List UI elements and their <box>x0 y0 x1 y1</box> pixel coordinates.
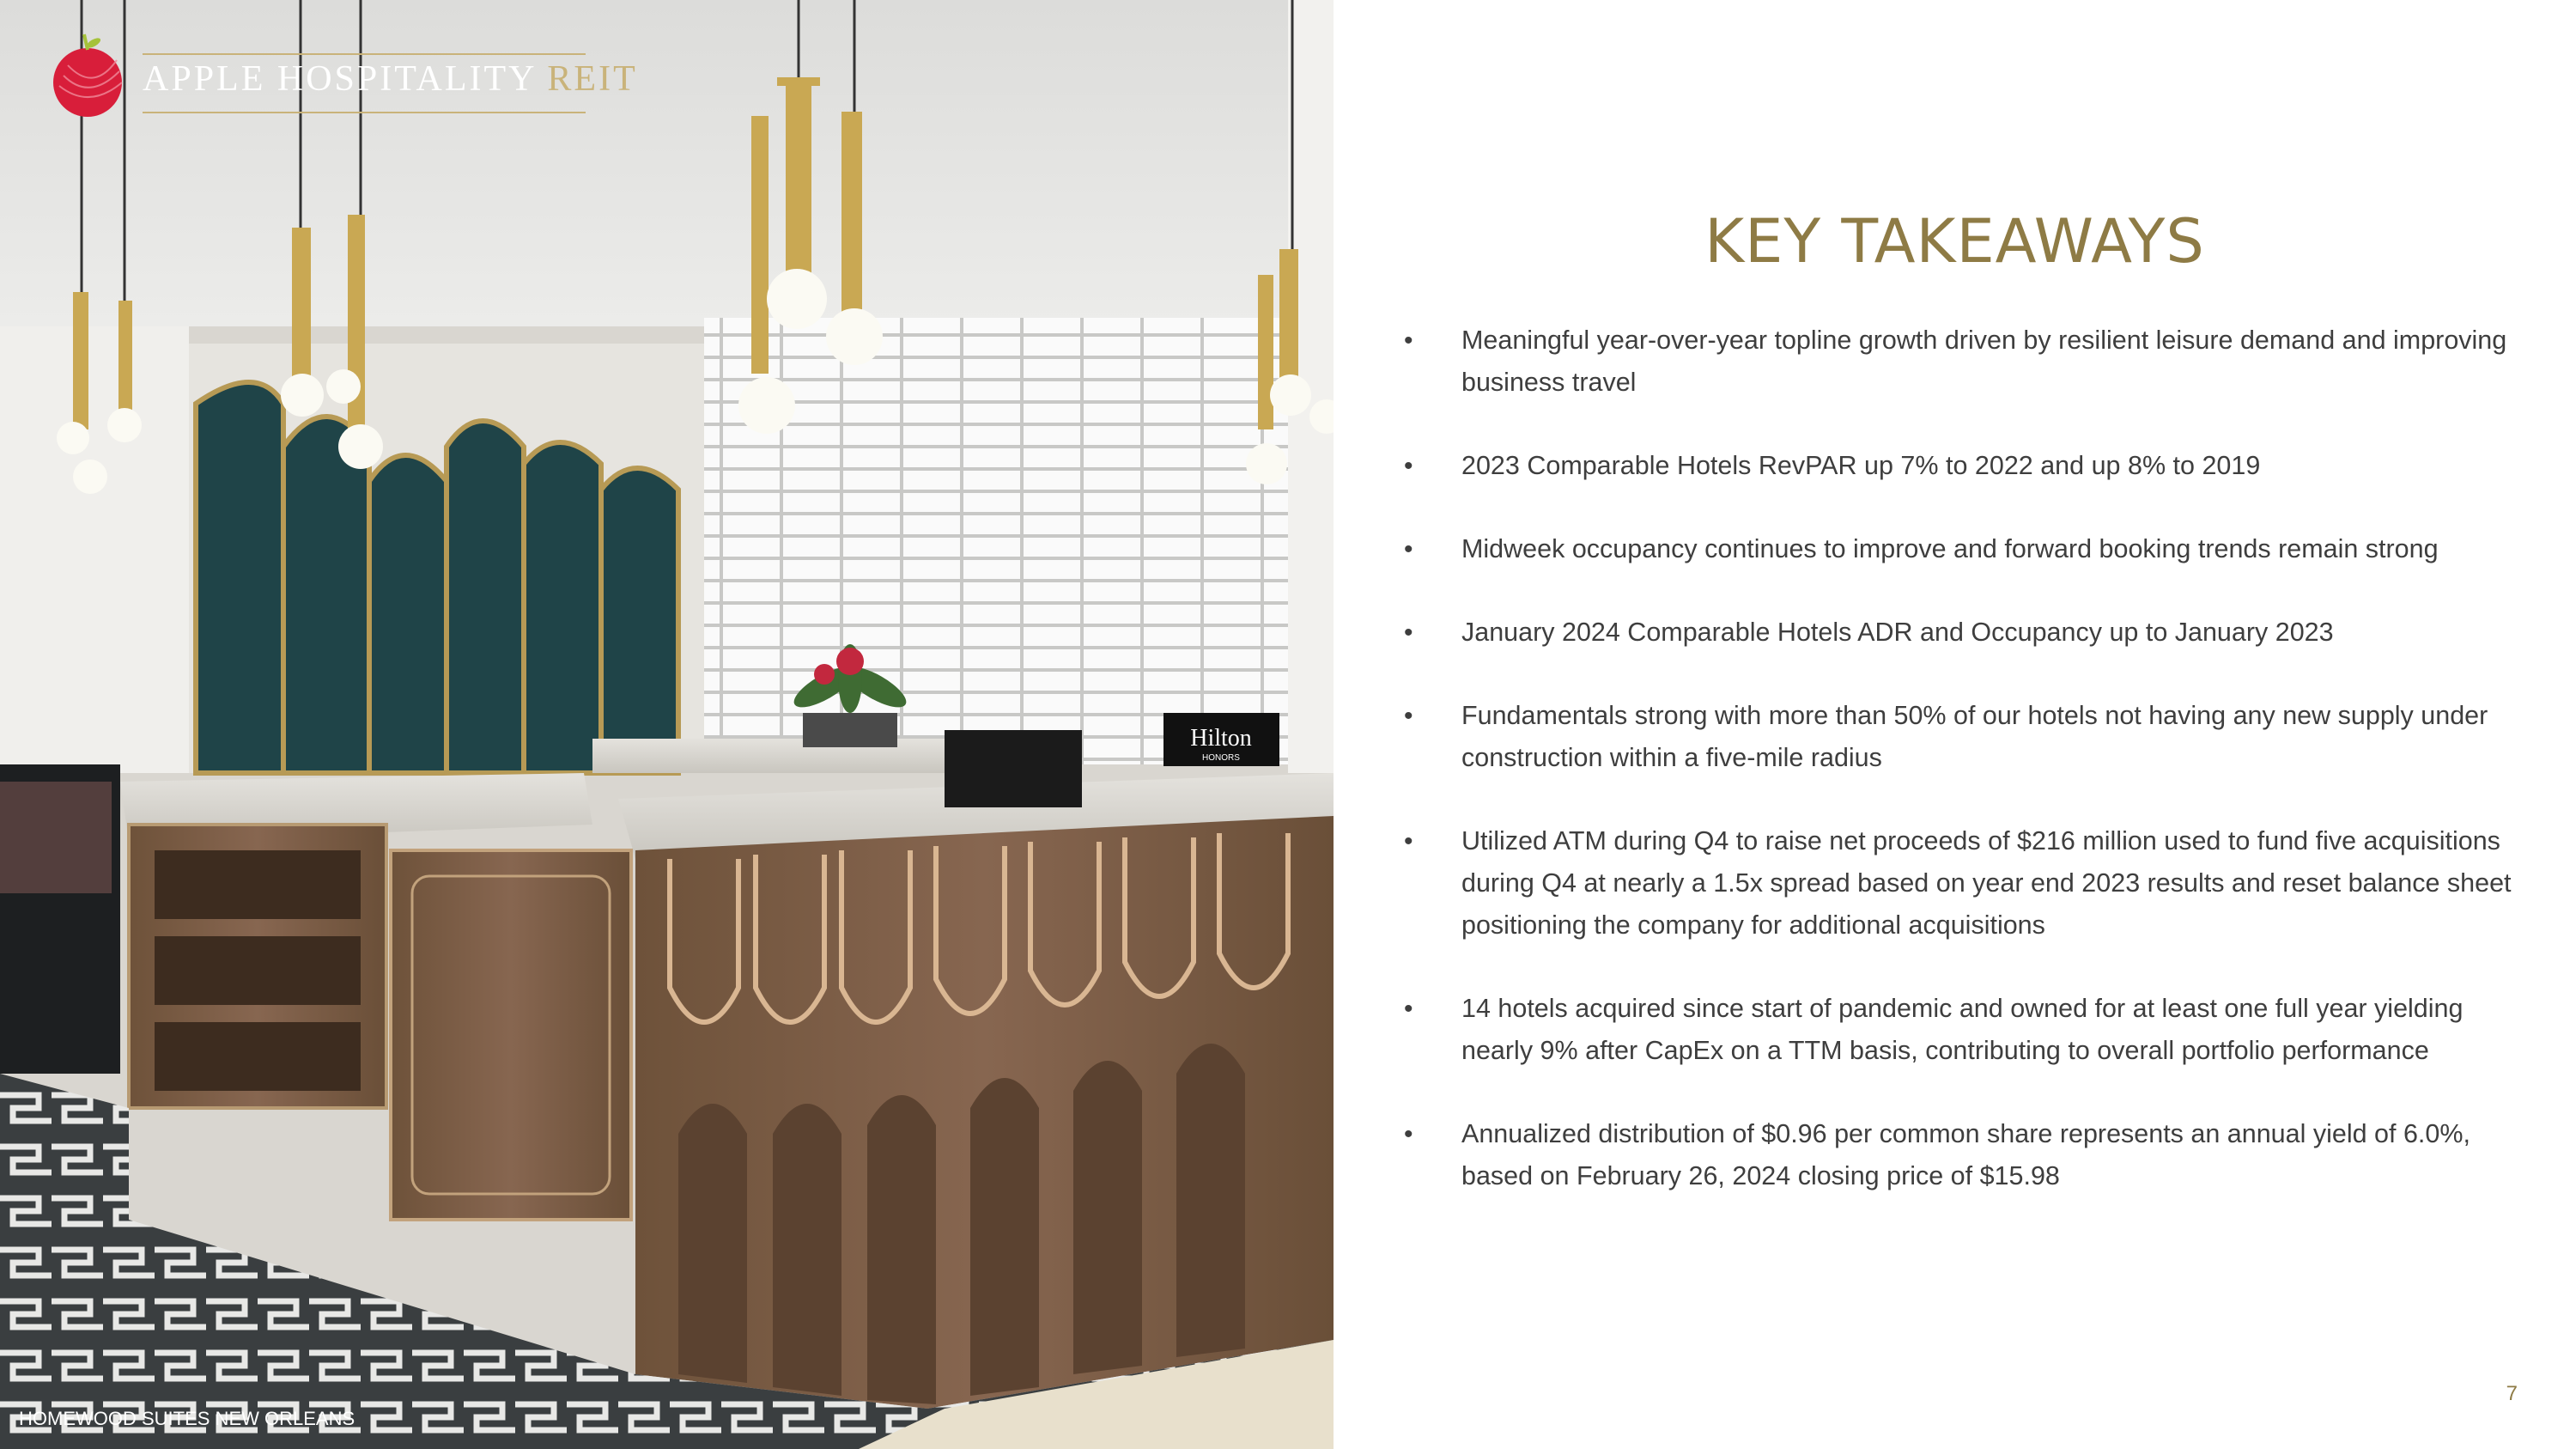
bullet-icon: • <box>1404 452 1413 480</box>
bullet-icon: • <box>1404 1120 1413 1148</box>
logo-name-accent: REIT <box>547 59 638 99</box>
page-number: 7 <box>2506 1382 2518 1405</box>
bullet-text: January 2024 Comparable Hotels ADR and Occupancy up to January 2023 <box>1461 618 2334 647</box>
takeaways-list <box>1404 320 2520 1239</box>
bullet-icon: • <box>1404 535 1413 563</box>
list-item <box>1404 988 2520 1072</box>
bullet-text: Utilized ATM during Q4 to raise net proceeds of $216 million used to fund five acquisitions during Q4 at nearly a 1.5x spread based on year end 2023 results and reset balance sheet positioning the company for additional acquisitions <box>1461 826 2512 940</box>
logo-name-main: APPLE HOSPITALITY <box>143 59 536 99</box>
logo-wordmark <box>143 58 638 100</box>
list-item <box>1404 820 2520 947</box>
bullet-text: Meaningful year-over-year topline growth driven by resilient leisure demand and improving business travel <box>1461 326 2507 397</box>
list-item <box>1404 445 2520 487</box>
bullet-text: Annualized distribution of $0.96 per common share represents an annual yield of 6.0%, based on February 26, 2024 closing price of $15.98 <box>1461 1119 2470 1190</box>
bullet-icon: • <box>1404 995 1413 1023</box>
photo-caption: HOMEWOOD SUITES NEW ORLEANS <box>19 1408 355 1429</box>
list-item <box>1404 320 2520 404</box>
bullet-icon: • <box>1404 827 1413 855</box>
bullet-text: Midweek occupancy continues to improve and forward booking trends remain strong <box>1461 534 2439 563</box>
bullet-icon: • <box>1404 618 1413 647</box>
bullet-text: 2023 Comparable Hotels RevPAR up 7% to 2022 and up 8% to 2019 <box>1461 451 2261 480</box>
slide-title: KEY TAKEAWAYS <box>1704 206 2205 277</box>
hilton-sign: Hilton <box>1190 725 1252 752</box>
hilton-sign-sub: HONORS <box>1202 753 1240 763</box>
bullet-text: 14 hotels acquired since start of pandemic and owned for at least one full year yielding nearly 9% after CapEx on a TTM basis, contributing to overall portfolio performance <box>1461 994 2464 1065</box>
bullet-text: Fundamentals strong with more than 50% of our hotels not having any new supply under construction within a five-mile radius <box>1461 701 2488 772</box>
list-item <box>1404 528 2520 570</box>
bullet-icon: • <box>1404 326 1413 355</box>
apple-logo-icon <box>46 33 132 119</box>
bullet-icon: • <box>1404 702 1413 730</box>
logo-top-rule <box>143 53 586 55</box>
list-item <box>1404 612 2520 654</box>
logo-bottom-rule <box>143 112 586 113</box>
company-logo <box>46 33 638 119</box>
list-item <box>1404 1113 2520 1197</box>
list-item <box>1404 695 2520 779</box>
